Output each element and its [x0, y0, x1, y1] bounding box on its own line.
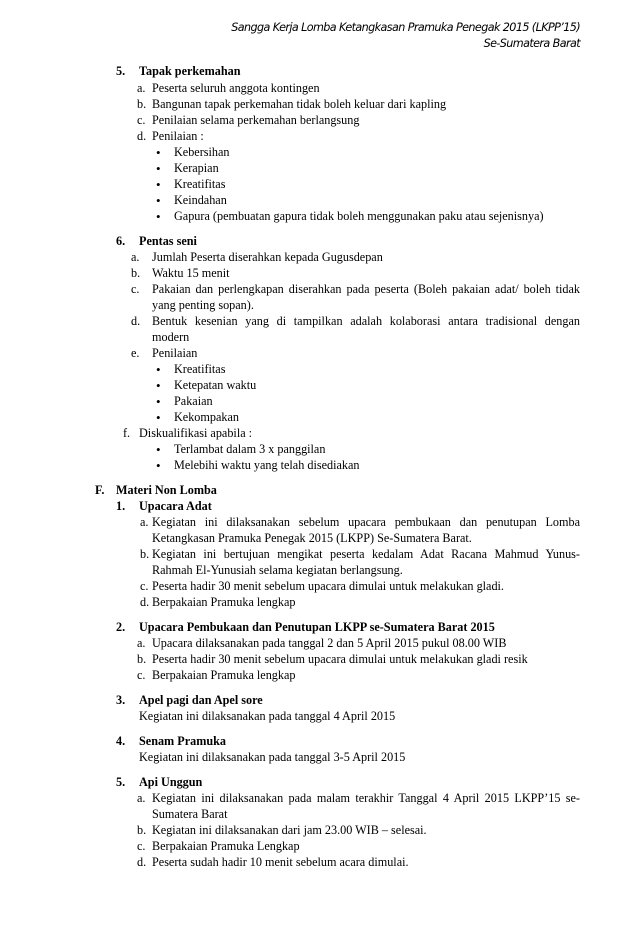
section-5-title: Tapak perkemahan — [139, 64, 241, 78]
list-item-continuation: yang penting sopan). — [152, 298, 254, 312]
bullet-item: • Terlambat dalam 3 x panggilan — [174, 442, 325, 458]
subsection-text: Kegiatan ini dilaksanakan pada tanggal 3-5 April 2015 — [139, 750, 406, 764]
list-marker: b. — [131, 266, 141, 280]
section-6-number: 6. — [116, 234, 126, 248]
subsection-title: Upacara Adat — [139, 499, 212, 513]
section-6-title: Pentas seni — [139, 234, 197, 248]
list-marker: d. — [137, 129, 147, 143]
subsection-number: 4. — [116, 734, 126, 748]
list-marker: b. — [137, 652, 147, 666]
subsection-number: 1. — [116, 499, 126, 513]
list-item: Penilaian : — [152, 129, 204, 143]
bullet-item: • Melebihi waktu yang telah disediakan — [174, 458, 359, 474]
list-item: Berpakaian Pramuka Lengkap — [152, 839, 300, 853]
bullet-item: • Gapura (pembuatan gapura tidak boleh menggunakan paku atau sejenisnya) — [174, 209, 544, 225]
list-item: Kegiatan ini dilaksanakan sebelum upacara pembukaan dan penutupan Lomba — [152, 515, 580, 529]
subsection-title: Upacara Pembukaan dan Penutupan LKPP se-Sumatera Barat 2015 — [139, 620, 495, 634]
list-item: Waktu 15 menit — [152, 266, 230, 280]
bullet-item: • Kekompakan — [174, 410, 239, 426]
list-marker: b. — [140, 547, 150, 561]
list-item: Kegiatan ini dilaksanakan dari jam 23.00 WIB – selesai. — [152, 823, 427, 837]
list-marker: d. — [137, 855, 147, 869]
list-marker: a. — [137, 791, 146, 805]
list-marker: a. — [137, 81, 146, 95]
list-item: Kegiatan ini dilaksanakan pada malam terakhir Tanggal 4 April 2015 LKPP’15 se- — [152, 791, 580, 805]
list-item: Berpakaian Pramuka lengkap — [152, 595, 296, 609]
list-marker: d. — [140, 595, 150, 609]
list-item: Diskualifikasi apabila : — [139, 426, 253, 440]
list-item-continuation: Rahmah El-Yunusiah selama kegiatan berlangsung. — [152, 563, 403, 577]
list-item: Penilaian selama perkemahan berlangsung — [152, 113, 360, 127]
list-item: Jumlah Peserta diserahkan kepada Gugusdepan — [152, 250, 383, 264]
subsection-number: 3. — [116, 693, 126, 707]
list-item: Berpakaian Pramuka lengkap — [152, 668, 296, 682]
section-5-number: 5. — [116, 64, 126, 78]
list-item: Peserta seluruh anggota kontingen — [152, 81, 320, 95]
list-marker: c. — [137, 113, 146, 127]
list-marker: d. — [131, 314, 141, 328]
bullet-item: • Kreatifitas — [174, 362, 225, 378]
bullet-item: • Pakaian — [174, 394, 213, 410]
list-marker: b. — [137, 97, 147, 111]
list-marker: c. — [137, 839, 146, 853]
bullet-item: • Kreatifitas — [174, 177, 225, 193]
subsection-text: Kegiatan ini dilaksanakan pada tanggal 4 April 2015 — [139, 709, 396, 723]
bullet-item: • Kebersihan — [174, 145, 230, 161]
list-item: Peserta hadir 30 menit sebelum upacara dimulai untuk melakukan gladi resik — [152, 652, 528, 666]
bullet-item: • Kerapian — [174, 161, 219, 177]
section-f-marker: F. — [95, 483, 105, 497]
list-item-continuation: Sumatera Barat — [152, 807, 228, 821]
bullet-item: • Ketepatan waktu — [174, 378, 256, 394]
running-header — [231, 20, 580, 52]
list-marker: a. — [131, 250, 140, 264]
section-f-title: Materi Non Lomba — [116, 483, 217, 497]
list-marker: a. — [140, 515, 149, 529]
list-item: Bangunan tapak perkemahan tidak boleh keluar dari kapling — [152, 97, 447, 111]
subsection-number: 2. — [116, 620, 126, 634]
list-marker: f. — [123, 426, 131, 440]
list-marker: c. — [131, 282, 140, 296]
list-item-continuation: Ketangkasan Pramuka Penegak 2015 (LKPP) Se-Sumatera Barat. — [152, 531, 472, 545]
list-item: Kegiatan ini bertujuan mengikat peserta kedalam Adat Racana Mahmud Yunus- — [152, 547, 580, 561]
list-marker: c. — [140, 579, 149, 593]
subsection-title: Api Unggun — [139, 775, 203, 789]
list-item: Peserta hadir 30 menit sebelum upacara dimulai untuk melakukan gladi. — [152, 579, 504, 593]
subsection-number: 5. — [116, 775, 126, 789]
list-item: Upacara dilaksanakan pada tanggal 2 dan 5 April 2015 pukul 08.00 WIB — [152, 636, 507, 650]
list-marker: e. — [131, 346, 140, 360]
list-item: Peserta sudah hadir 10 menit sebelum acara dimulai. — [152, 855, 409, 869]
list-marker: c. — [137, 668, 146, 682]
subsection-title: Senam Pramuka — [139, 734, 227, 748]
header-title: Sangga Kerja Lomba Ketangkasan Pramuka Penegak 2015 (LKPP’15) — [231, 21, 580, 34]
list-item: Pakaian dan perlengkapan diserahkan pada peserta (Boleh pakaian adat/ boleh tidak — [152, 282, 580, 296]
header-region: Se-Sumatera Barat — [483, 37, 580, 50]
list-marker: b. — [137, 823, 147, 837]
subsection-title: Apel pagi dan Apel sore — [139, 693, 263, 707]
list-item: Bentuk kesenian yang di tampilkan adalah kolaborasi antara tradisional dengan — [152, 314, 580, 328]
list-item-continuation: modern — [152, 330, 190, 344]
list-item: Penilaian — [152, 346, 198, 360]
bullet-item: • Keindahan — [174, 193, 227, 209]
list-marker: a. — [137, 636, 146, 650]
